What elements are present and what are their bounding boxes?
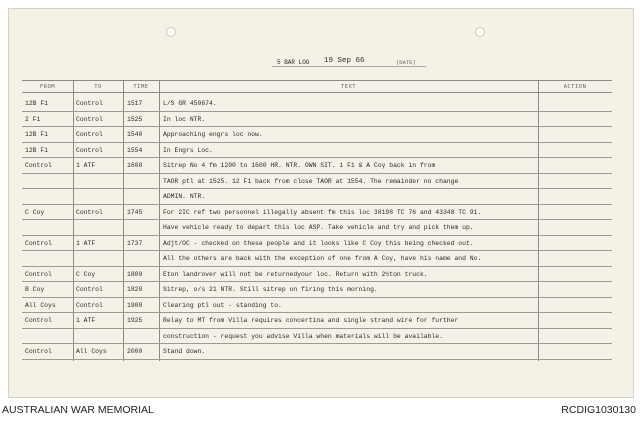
log-text: In Engrs Loc. — [163, 146, 213, 154]
log-text: Eton landrover will not be returnedyour loc. Return with 2½ton truck. — [163, 270, 428, 278]
log-to: C Coy — [76, 270, 96, 278]
row-rule — [22, 173, 612, 174]
table-top-rule — [22, 80, 612, 81]
row-rule — [22, 235, 612, 236]
log-text: In loc NTR. — [163, 115, 206, 123]
row-rule — [22, 281, 612, 282]
log-from: All Coys — [25, 301, 56, 309]
log-time: 1800 — [127, 270, 143, 278]
row-rule — [22, 266, 612, 267]
log-text: Have vehicle ready to depart this loc ASP. Take vehicle and try and pick them up. — [163, 224, 474, 231]
log-text: construction - request you advise Villa when materials will be available. — [163, 332, 443, 340]
log-from: 12B F1 — [25, 146, 49, 154]
row-rule — [22, 142, 612, 143]
log-to: Control — [76, 115, 103, 123]
log-text: Relay to MT from Villa requires concertina and single strand wire for further — [163, 317, 459, 324]
header-bottom-rule — [22, 92, 612, 93]
log-text: L/S GR 450674. — [163, 100, 217, 107]
footer-left: AUSTRALIAN WAR MEMORIAL — [2, 404, 154, 416]
log-time: 1737 — [127, 239, 143, 247]
row-rule — [22, 250, 612, 251]
log-text: Approaching engrs loc now. — [163, 131, 263, 138]
col-from-header: FROM — [39, 84, 56, 90]
log-time: 1517 — [127, 100, 143, 107]
col-text-header: TEXT — [340, 84, 357, 90]
column-divider — [73, 80, 74, 361]
log-to: 1 ATF — [76, 317, 96, 324]
row-rule — [22, 188, 612, 189]
log-from: B Coy — [25, 286, 45, 293]
col-to-header: TO — [94, 84, 102, 90]
log-text: For 2IC ref two personnel illegally absent fm this loc 38198 TC 76 and 43348 TC 91. — [163, 208, 482, 216]
row-rule — [22, 328, 612, 329]
log-time: 1554 — [127, 146, 143, 154]
log-to: 1 ATF — [76, 239, 96, 247]
log-from: Control — [25, 270, 52, 278]
log-time: 1900 — [127, 301, 143, 309]
column-divider — [123, 80, 124, 361]
log-to: Control — [76, 301, 103, 309]
log-from: 2 F1 — [25, 115, 41, 123]
log-to: Control — [76, 131, 103, 138]
log-time: 2000 — [127, 348, 143, 355]
row-rule — [22, 343, 612, 344]
punch-hole — [475, 27, 485, 37]
log-to: Control — [76, 286, 103, 293]
log-from: Control — [25, 162, 52, 169]
log-text: Sitrep No 4 fm 1200 to 1600 HR. NTR. OWN SIT. 1 F1 & A Coy back in from — [163, 162, 436, 169]
unit-label: 5 BAR LOG — [277, 59, 310, 66]
log-text: ADMIN. NTR. — [163, 193, 206, 200]
header-underline — [272, 66, 426, 67]
log-time: 1820 — [127, 286, 143, 293]
log-time: 1540 — [127, 131, 143, 138]
column-divider — [159, 80, 160, 361]
log-date: 19 Sep 66 — [324, 57, 365, 65]
row-rule — [22, 297, 612, 298]
row-rule — [22, 219, 612, 220]
log-from: 12B F1 — [25, 131, 49, 138]
log-to: Control — [76, 100, 103, 107]
log-text: Clearing ptl out - standing to. — [163, 301, 282, 309]
log-from: C Coy — [25, 208, 45, 216]
log-to: 1 ATF — [76, 162, 96, 169]
row-rule — [22, 204, 612, 205]
log-from: Control — [25, 348, 52, 355]
log-text: TAOR ptl at 1525. 12 F1 back from close TAOR at 1554. The remainder no change — [163, 177, 459, 185]
log-to: All Coys — [76, 348, 107, 355]
punch-hole — [166, 27, 176, 37]
row-rule — [22, 359, 612, 360]
log-from: Control — [25, 239, 52, 247]
row-rule — [22, 126, 612, 127]
log-time: 1745 — [127, 208, 143, 216]
footer-right: RCDIG1030130 — [561, 404, 636, 416]
log-from: Control — [25, 317, 52, 324]
row-rule — [22, 111, 612, 112]
log-to: Control — [76, 146, 103, 154]
log-text: Sitrep, o/s 21 NTR. Still sitrep on firing this morning. — [163, 286, 378, 293]
log-text: All the others are back with the exception of one from A Coy, have his name and No. — [163, 255, 482, 262]
log-from: 12B F1 — [25, 100, 49, 107]
column-divider — [538, 80, 539, 361]
date-label: (DATE) — [396, 59, 416, 66]
log-time: 1925 — [127, 317, 143, 324]
col-time-header: TIME — [133, 84, 149, 90]
row-rule — [22, 157, 612, 158]
log-to: Control — [76, 208, 103, 216]
log-text: Adjt/OC - checked on these people and it looks like C Coy this being checked out. — [163, 239, 474, 247]
log-text: Stand down. — [163, 348, 206, 355]
log-time: 1525 — [127, 115, 143, 123]
log-time: 1600 — [127, 162, 143, 169]
row-rule — [22, 312, 612, 313]
col-action-header: ACTION — [563, 84, 587, 90]
